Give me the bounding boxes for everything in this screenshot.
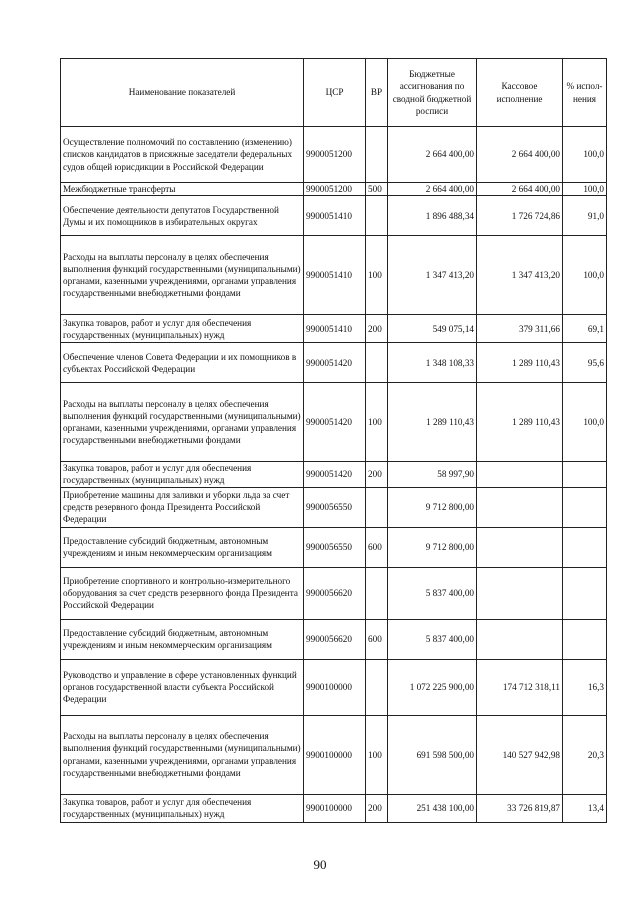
cell-cash: 1 289 110,43 — [477, 343, 563, 383]
table-row — [61, 343, 607, 383]
cell-csr: 9900051420 — [304, 343, 366, 383]
cell-vr: 100 — [366, 715, 388, 794]
cell-csr: 9900100000 — [304, 794, 366, 822]
cell-name: Предоставление субсидий бюджетным, автономным учреждениям и иным некоммерческим организациям — [61, 619, 304, 659]
cell-name: Предоставление субсидий бюджетным, автономным учреждениям и иным некоммерческим организациям — [61, 527, 304, 567]
header-vr: ВР — [366, 59, 388, 127]
table-body — [61, 127, 607, 823]
table-row — [61, 487, 607, 527]
cell-cash — [477, 619, 563, 659]
cell-budget: 1 072 225 900,00 — [388, 659, 477, 715]
cell-name: Межбюджетные трансферты — [61, 183, 304, 196]
header-budget: Бюджетные ассигнования по сводной бюджетной росписи — [388, 59, 477, 127]
cell-cash: 140 527 942,98 — [477, 715, 563, 794]
cell-percent: 95,6 — [563, 343, 607, 383]
table-row — [61, 619, 607, 659]
cell-percent: 20,3 — [563, 715, 607, 794]
cell-vr: 500 — [366, 183, 388, 196]
table-row — [61, 383, 607, 462]
cell-vr — [366, 659, 388, 715]
table-row — [61, 794, 607, 822]
header-csr: ЦСР — [304, 59, 366, 127]
table-row — [61, 236, 607, 315]
cell-vr — [366, 343, 388, 383]
cell-budget: 9 712 800,00 — [388, 487, 477, 527]
cell-percent: 100,0 — [563, 183, 607, 196]
cell-percent: 69,1 — [563, 315, 607, 343]
table-row — [61, 196, 607, 236]
cell-csr: 9900056620 — [304, 619, 366, 659]
cell-csr: 9900100000 — [304, 715, 366, 794]
cell-name: Расходы на выплаты персоналу в целях обеспечения выполнения функций государственными (муниципальными) органами, казенными учреждениями, органами управления государственными внебюджетными фондами — [61, 383, 304, 462]
cell-vr: 200 — [366, 794, 388, 822]
cell-csr: 9900056620 — [304, 567, 366, 619]
table-row — [61, 715, 607, 794]
cell-cash: 1 347 413,20 — [477, 236, 563, 315]
budget-execution-table — [60, 58, 607, 823]
cell-budget: 58 997,90 — [388, 462, 477, 487]
cell-budget: 691 598 500,00 — [388, 715, 477, 794]
cell-cash: 1 289 110,43 — [477, 383, 563, 462]
cell-csr: 9900051420 — [304, 462, 366, 487]
cell-csr: 9900051410 — [304, 236, 366, 315]
cell-budget: 2 664 400,00 — [388, 127, 477, 183]
cell-budget: 1 347 413,20 — [388, 236, 477, 315]
cell-vr: 200 — [366, 462, 388, 487]
cell-name: Обеспечение членов Совета Федерации и их помощников в субъектах Российской Федерации — [61, 343, 304, 383]
cell-budget: 9 712 800,00 — [388, 527, 477, 567]
cell-csr: 9900051410 — [304, 315, 366, 343]
cell-cash: 2 664 400,00 — [477, 127, 563, 183]
cell-budget: 549 075,14 — [388, 315, 477, 343]
cell-name: Руководство и управление в сфере установленных функций органов государственной власти субъекта Российской Федерации — [61, 659, 304, 715]
cell-csr: 9900051420 — [304, 383, 366, 462]
header-name: Наименование показателей — [61, 59, 304, 127]
cell-percent: 100,0 — [563, 383, 607, 462]
cell-cash — [477, 567, 563, 619]
cell-percent: 13,4 — [563, 794, 607, 822]
header-cash: Кассовое исполнение — [477, 59, 563, 127]
cell-vr: 100 — [366, 236, 388, 315]
cell-name: Расходы на выплаты персоналу в целях обеспечения выполнения функций государственными (муниципальными) органами, казенными учреждениями, органами управления государственными внебюджетными фондами — [61, 715, 304, 794]
cell-csr: 9900051200 — [304, 183, 366, 196]
table-header-row — [61, 59, 607, 127]
cell-vr — [366, 127, 388, 183]
cell-vr: 200 — [366, 315, 388, 343]
table-row — [61, 462, 607, 487]
page-number: 90 — [313, 857, 327, 872]
cell-cash — [477, 527, 563, 567]
cell-cash — [477, 462, 563, 487]
cell-vr — [366, 567, 388, 619]
cell-name: Закупка товаров, работ и услуг для обеспечения государственных (муниципальных) нужд — [61, 315, 304, 343]
cell-cash — [477, 487, 563, 527]
table-row — [61, 183, 607, 196]
cell-cash: 379 311,66 — [477, 315, 563, 343]
cell-cash: 174 712 318,11 — [477, 659, 563, 715]
cell-vr: 600 — [366, 527, 388, 567]
cell-csr: 9900051410 — [304, 196, 366, 236]
cell-percent — [563, 462, 607, 487]
cell-percent: 100,0 — [563, 236, 607, 315]
header-percent: % испол-нения — [563, 59, 607, 127]
cell-budget: 1 289 110,43 — [388, 383, 477, 462]
cell-cash: 33 726 819,87 — [477, 794, 563, 822]
cell-cash: 2 664 400,00 — [477, 183, 563, 196]
cell-budget: 2 664 400,00 — [388, 183, 477, 196]
cell-csr: 9900100000 — [304, 659, 366, 715]
table-row — [61, 527, 607, 567]
cell-vr — [366, 487, 388, 527]
cell-name: Обеспечение деятельности депутатов Государственной Думы и их помощников в избирательных округах — [61, 196, 304, 236]
table-row — [61, 659, 607, 715]
cell-percent: 16,3 — [563, 659, 607, 715]
cell-vr: 100 — [366, 383, 388, 462]
cell-budget: 1 896 488,34 — [388, 196, 477, 236]
cell-percent: 100,0 — [563, 127, 607, 183]
cell-percent — [563, 567, 607, 619]
cell-name: Приобретение спортивного и контрольно-измерительного оборудования за счет средств резервного фонда Президента Российской Федерации — [61, 567, 304, 619]
cell-percent — [563, 487, 607, 527]
cell-vr — [366, 196, 388, 236]
cell-budget: 5 837 400,00 — [388, 619, 477, 659]
cell-name: Осуществление полномочий по составлению (изменению) списков кандидатов в присяжные заседатели федеральных судов общей юрисдикции в Российской Федерации — [61, 127, 304, 183]
cell-budget: 5 837 400,00 — [388, 567, 477, 619]
cell-name: Приобретение машины для заливки и уборки льда за счет средств резервного фонда Президента Российской Федерации — [61, 487, 304, 527]
cell-budget: 251 438 100,00 — [388, 794, 477, 822]
cell-percent — [563, 527, 607, 567]
cell-name: Расходы на выплаты персоналу в целях обеспечения выполнения функций государственными (муниципальными) органами, казенными учреждениями, органами управления государственными внебюджетными фондами — [61, 236, 304, 315]
cell-csr: 9900056550 — [304, 487, 366, 527]
cell-budget: 1 348 108,33 — [388, 343, 477, 383]
cell-name: Закупка товаров, работ и услуг для обеспечения государственных (муниципальных) нужд — [61, 794, 304, 822]
table-row — [61, 567, 607, 619]
cell-csr: 9900056550 — [304, 527, 366, 567]
cell-name: Закупка товаров, работ и услуг для обеспечения государственных (муниципальных) нужд — [61, 462, 304, 487]
cell-cash: 1 726 724,86 — [477, 196, 563, 236]
cell-csr: 9900051200 — [304, 127, 366, 183]
table-row — [61, 127, 607, 183]
cell-percent — [563, 619, 607, 659]
table-row — [61, 315, 607, 343]
cell-vr: 600 — [366, 619, 388, 659]
cell-percent: 91,0 — [563, 196, 607, 236]
